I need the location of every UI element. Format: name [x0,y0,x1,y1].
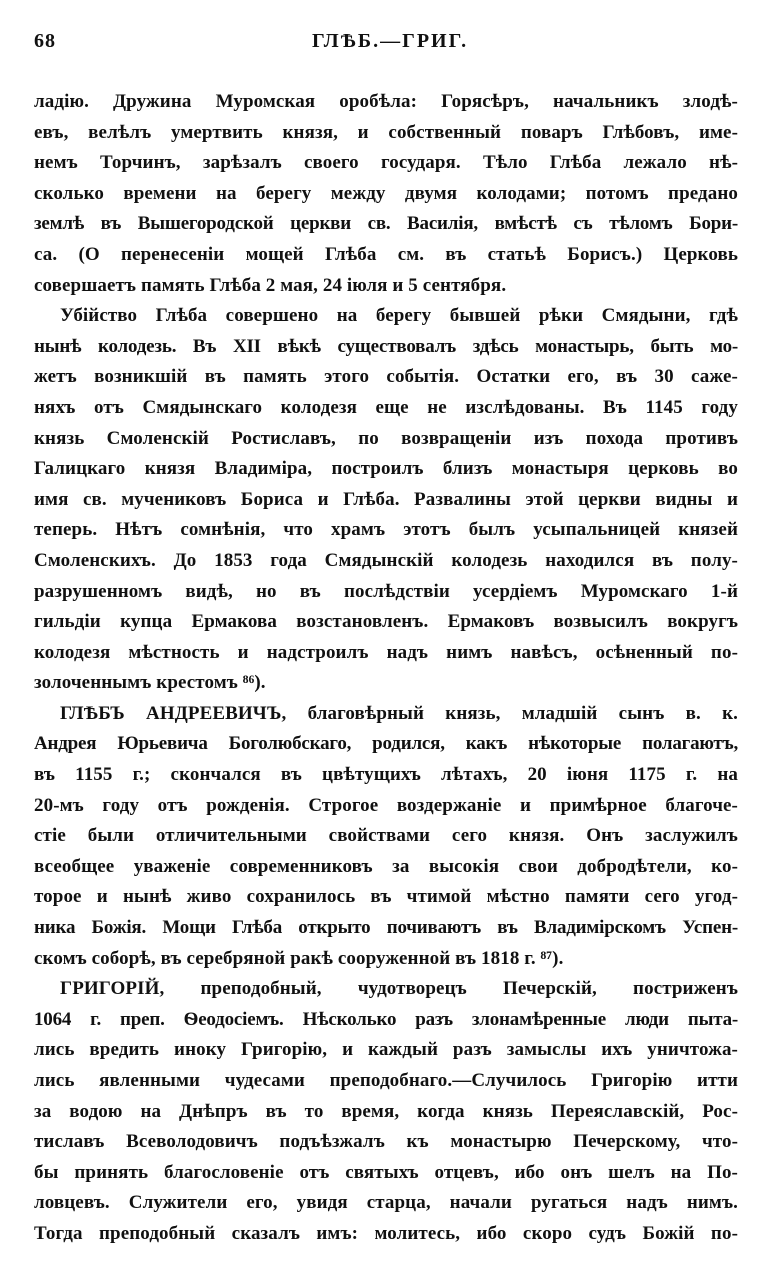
text-line: ника Божія. Мощи Глѣба открыто почиваютъ въ Владимірскомъ Успен- [34,917,738,939]
text-line: тиславъ Всеволодовичъ подъѣзжалъ къ монастырю Печерскому, что- [34,1131,738,1153]
text-line: бы принять благословеніе отъ святыхъ отцевъ, ибо онъ шелъ на По- [34,1161,738,1183]
paragraph-start-line: Убійство Глѣба совершено на берегу бывшей рѣки Смядыни, гдѣ [60,305,738,327]
text-line: всеобщее уваженіе современниковъ за высокія свои добродѣтели, ко- [34,855,738,877]
page-number: 68 [34,30,56,52]
text-line: въ 1155 г.; скончался въ цвѣтущихъ лѣтахъ, 20 іюня 1175 г. на [34,764,738,786]
text-line: золоченнымъ крестомъ ⁸⁶). [34,672,266,694]
text-line: Тогда преподобный сказалъ имъ: молитесь, ибо скоро судъ Божій по- [34,1222,738,1244]
text-line: лись явленными чудесами преподобнаго.—Случилось Григорію итти [34,1070,738,1091]
text-line: Галицкаго князя Владиміра, построилъ близъ монастыря церковь во [34,458,738,480]
text-line: князь Смоленскій Ростиславъ, по возвращеніи изъ похода противъ [34,427,738,449]
text-line: землѣ въ Вышегородской церкви св. Василія, вмѣстѣ съ тѣломъ Бори- [34,213,738,235]
text-line: Смоленскихъ. До 1853 года Смядынскій колодезь находился въ полу- [34,549,738,571]
text-line: 1064 г. преп. Ѳеодосіемъ. Нѣсколько разъ злонамѣренные люди пыта- [34,1008,738,1030]
text-line: са. (О перенесеніи мощей Глѣба см. въ статьѣ Борисъ.) Церковь [34,243,738,265]
text-line: 20-мъ году отъ рожденія. Строгое воздержаніе и примѣрное благоче- [34,794,738,816]
text-line: ловцевъ. Служители его, увидя старца, начали ругаться надъ нимъ. [34,1192,738,1214]
text-line: лись вредить иноку Григорію, и каждый разъ замыслы ихъ уничтожа- [34,1039,738,1061]
text-line: Андрея Юрьевича Боголюбскаго, родился, какъ нѣкоторые полагаютъ, [34,733,738,755]
body-text [34,87,738,1250]
text-line: нынѣ колодезь. Въ XII вѣкѣ существовалъ здѣсь монастырь, быть мо- [34,335,738,357]
text-line: сколько времени на берегу между двумя колодами; потомъ предано [34,182,738,204]
text-line: жетъ возникшій въ память этого событія. Остатки его, въ 30 саже- [34,366,738,388]
page-header [34,30,732,64]
text-line: торое и нынѣ живо сохранилось въ чтимой мѣстно памяти сего угод- [34,886,738,908]
text-line: гильдіи купца Ермакова возстановленъ. Ермаковъ возвысилъ вокругъ [34,611,738,633]
text-line: стіе были отличительными свойствами сего князя. Онъ заслужилъ [34,825,738,847]
text-line: за водою на Днѣпръ въ то время, когда князь Переяславскій, Рос- [34,1100,738,1122]
text-line: совершаетъ память Глѣба 2 мая, 24 іюля и 5 сентября. [34,274,507,296]
text-line: скомъ соборѣ, въ серебряной ракѣ сооруженной въ 1818 г. ⁸⁷). [34,947,564,969]
text-line: няхъ отъ Смядынскаго колодезя еще не изслѣдованы. Въ 1145 году [34,396,738,418]
text-line: евъ, велѣлъ умертвить князя, и собственный поваръ Глѣбовъ, име- [34,121,738,143]
entry-heading-line: ГЛѢБЪ АНДРЕЕВИЧЪ, благовѣрный князь, младшій сынъ в. к. [60,702,738,724]
running-head: ГЛѢБ.—ГРИГ. [312,30,469,52]
entry-heading-line: ГРИГОРІЙ, преподобный, чудотворецъ Печерскій, постриженъ [60,978,738,1000]
text-line: немъ Торчинъ, зарѣзалъ своего государя. Тѣло Глѣба лежало нѣ- [34,152,738,174]
text-line: разрушенномъ видѣ, но въ послѣдствіи усердіемъ Муромскаго 1-й [34,580,738,602]
text-line: теперь. Нѣтъ сомнѣнія, что храмъ этотъ былъ усыпальницей князей [34,519,738,541]
text-line: колодезя мѣстность и надстроилъ надъ нимъ навѣсъ, осѣненный по- [34,641,738,663]
text-line: ладію. Дружина Муромская оробѣла: Горясѣръ, начальникъ злодѣ- [34,91,738,112]
text-line: имя св. мучениковъ Бориса и Глѣба. Развалины этой церкви видны и [34,488,738,510]
